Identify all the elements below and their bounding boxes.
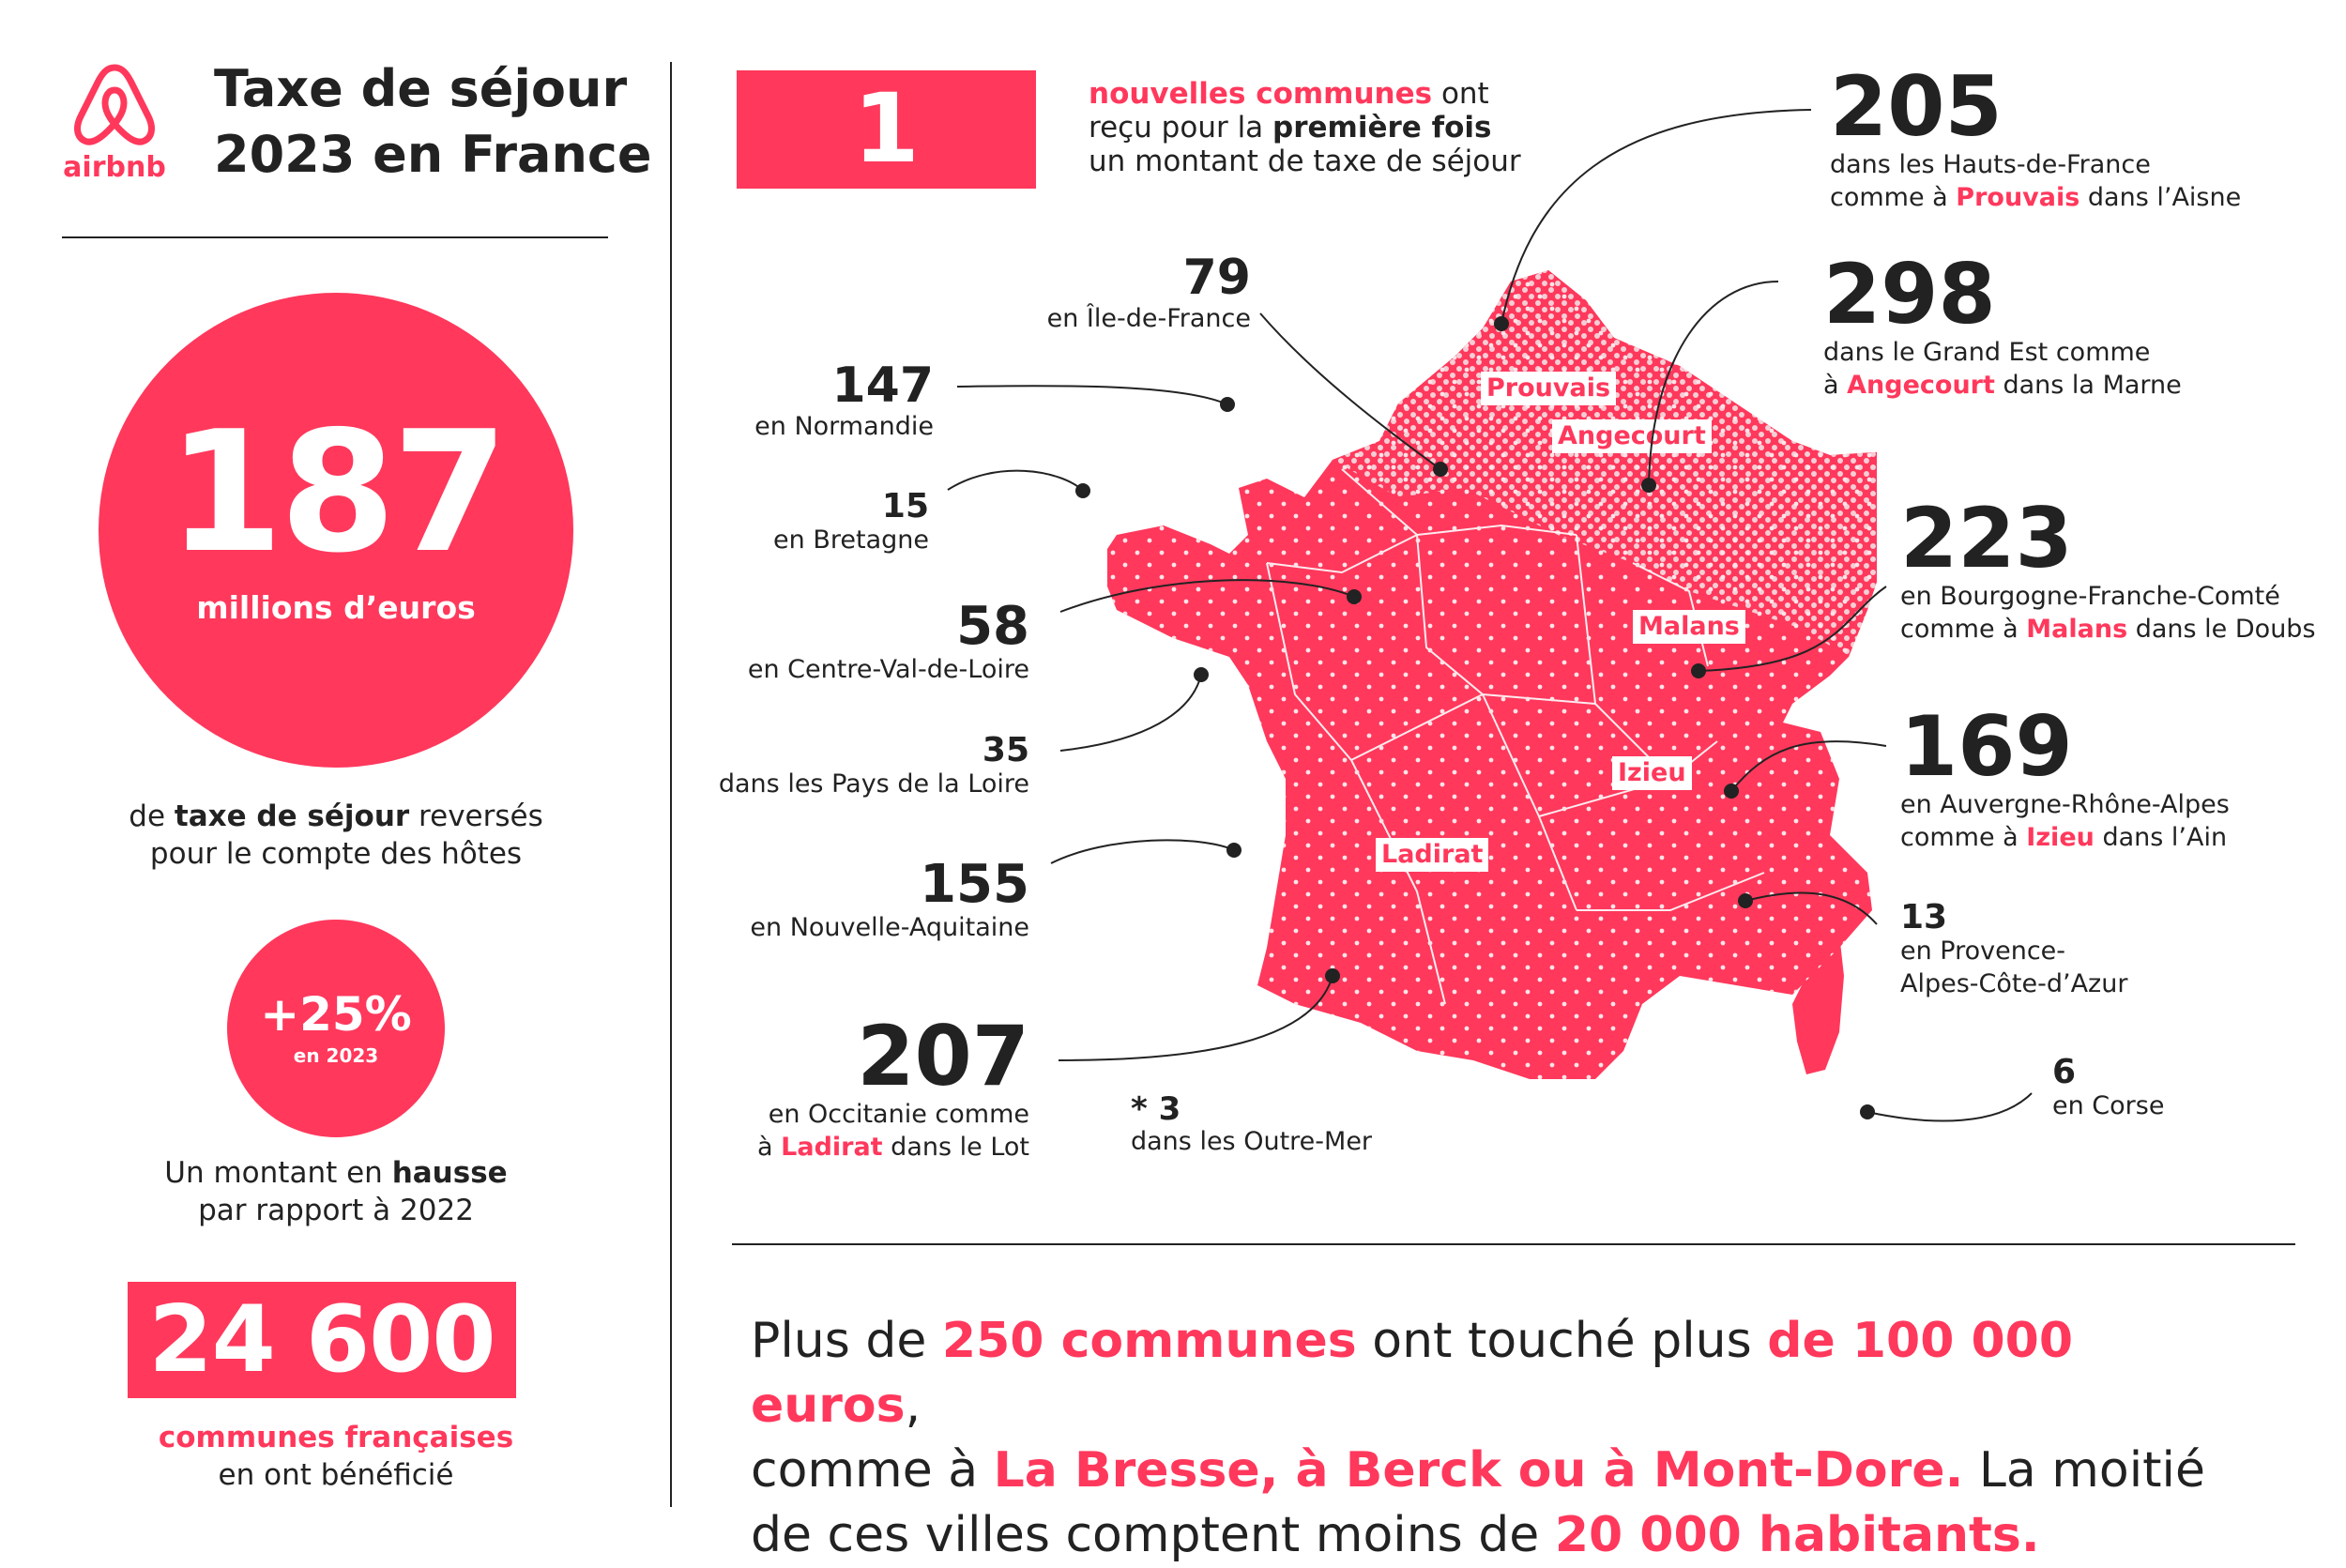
region-auvergne-rhone-alpes (1900, 698, 2230, 854)
region-value: 15 (881, 487, 929, 525)
summary-p2: ont touché plus (1356, 1313, 1768, 1369)
tax-desc-post: reversés (409, 799, 543, 833)
logo-wordmark: airbnb (63, 151, 166, 184)
summary-p4-highlight: La Bresse, à Berck ou à Mont-Dore. (993, 1442, 1964, 1499)
region-nouvelle-aquitaine (657, 854, 1029, 944)
region-bretagne (657, 487, 929, 556)
summary-p2-highlight: de 100 000 euros (751, 1313, 2074, 1434)
summary-p1-highlight: 250 communes (941, 1313, 1357, 1369)
region-label-pre: comme à (1900, 615, 2027, 644)
region-provence-alpes-cote-azur (1900, 898, 2128, 1000)
region-label: en Occitanie comme (768, 1100, 1029, 1129)
region-occitanie (657, 1008, 1029, 1164)
region-label-post: dans l’Ain (2094, 823, 2228, 852)
region-label-line2: Alpes-Côte-d’Azur (1900, 969, 2128, 998)
region-centre-val-de-loire (657, 596, 1029, 686)
communes-count-box: 24 600 (128, 1282, 516, 1398)
region-label-post: dans le Lot (882, 1133, 1029, 1162)
region-label: en Corse (2052, 1091, 2165, 1120)
region-value: 58 (956, 596, 1029, 657)
total-amount-circle (99, 293, 573, 768)
region-value: 298 (1823, 246, 1996, 343)
intro-line1-rest: ont (1432, 77, 1489, 111)
increase-percent: +25% (260, 987, 412, 1042)
communes-label2: en ont bénéficié (218, 1458, 454, 1492)
tax-description (56, 798, 616, 873)
increase-desc-line2: par rapport à 2022 (198, 1194, 474, 1227)
communes-description (56, 1419, 616, 1494)
increase-desc-pre: Un montant en (164, 1156, 392, 1190)
region-value: 205 (1830, 58, 2003, 155)
tax-desc-bold: taxe de séjour (174, 799, 410, 833)
region-corse (2052, 1053, 2165, 1122)
region-hauts-de-france (1830, 58, 2242, 214)
town-name: Izieu (2026, 823, 2095, 852)
title-line-2: 2023 en France (214, 125, 652, 184)
summary-text (751, 1309, 2215, 1568)
map-tag-prouvais: Prouvais (1481, 372, 1616, 405)
region-value: * 3 (1131, 1090, 1181, 1128)
region-label: en Centre-Val-de-Loire (747, 655, 1029, 684)
total-amount-unit: millions d’euros (196, 589, 476, 626)
increase-circle (227, 920, 445, 1137)
new-communes-description (1089, 77, 1521, 178)
region-label-post: dans l’Aisne (2079, 183, 2242, 212)
region-label: dans les Outre-Mer (1131, 1127, 1373, 1156)
intro-line2-bold: première fois (1272, 111, 1492, 145)
new-communes-box: 1 600 (737, 70, 1036, 189)
region-value: 147 (831, 358, 934, 414)
region-label: en Nouvelle-Aquitaine (750, 913, 1029, 942)
increase-desc-bold: hausse (391, 1156, 508, 1190)
region-label-pre: à (1823, 371, 1848, 400)
region-value: 155 (920, 854, 1029, 915)
tax-desc-pre: de (129, 799, 175, 833)
town-name: Malans (2026, 615, 2128, 644)
summary-p6-highlight: 20 000 habitants. (1554, 1507, 2040, 1563)
increase-year: en 2023 (293, 1044, 379, 1067)
town-name: Ladirat (781, 1133, 883, 1162)
region-label: dans les Pays de la Loire (718, 769, 1029, 799)
summary-p5: La moitié (1963, 1442, 2205, 1499)
summary-p4: comme à (751, 1442, 994, 1499)
region-label: en Provence- (1900, 936, 2066, 966)
tax-desc-line2: pour le compte des hôtes (149, 837, 523, 871)
region-label: en Normandie (754, 412, 934, 441)
region-value: 6 (2052, 1053, 2077, 1091)
region-label: en Auvergne-Rhône-Alpes (1900, 790, 2230, 819)
region-label-post: dans le Doubs (2127, 615, 2316, 644)
region-outre-mer (1131, 1090, 1373, 1158)
intro-line1-pink: nouvelles communes (1089, 77, 1433, 111)
region-label: dans le Grand Est comme (1823, 338, 2151, 367)
region-ile-de-france (985, 250, 1251, 335)
map-tag-izieu: Izieu (1612, 756, 1692, 790)
region-label: en Bretagne (773, 525, 929, 555)
region-value: 169 (1900, 698, 2073, 795)
increase-description (56, 1154, 616, 1229)
map-tag-angecourt: Angecourt (1552, 419, 1712, 453)
intro-line2-pre: reçu pour la (1089, 111, 1273, 145)
region-value: 79 (1182, 250, 1251, 306)
summary-p3: , (905, 1378, 922, 1434)
region-label: dans les Hauts-de-France (1830, 150, 2151, 179)
region-label-pre: comme à (1830, 183, 1957, 212)
region-pays-de-la-loire (657, 731, 1029, 800)
region-value: 35 (982, 731, 1029, 769)
region-label-pre: comme à (1900, 823, 2027, 852)
summary-p6: de ces villes comptent moins de (751, 1507, 1555, 1563)
region-normandie (657, 358, 934, 443)
title-line-1: Taxe de séjour (214, 59, 628, 118)
bottom-divider (732, 1243, 2295, 1245)
town-name: Angecourt (1847, 371, 1995, 400)
map-tag-malans: Malans (1633, 610, 1745, 644)
region-bourgogne-franche-comte (1900, 490, 2316, 646)
total-amount-value: 187 (167, 395, 505, 589)
intro-line3: un montant de taxe de séjour (1089, 145, 1521, 178)
town-name: Prouvais (1956, 183, 2080, 212)
map-tag-ladirat: Ladirat (1376, 838, 1488, 872)
region-label-pre: à (757, 1133, 782, 1162)
region-label: en Bourgogne-Franche-Comté (1900, 582, 2280, 611)
region-grand-est (1823, 246, 2182, 402)
region-label: en Île-de-France (1046, 304, 1251, 333)
page-title (214, 56, 652, 188)
divider (62, 236, 608, 238)
airbnb-logo (58, 62, 171, 184)
region-value: 207 (857, 1008, 1029, 1104)
communes-label: communes françaises (158, 1421, 514, 1454)
region-value: 13 (1900, 898, 1948, 936)
summary-p1: Plus de (751, 1313, 942, 1369)
region-label-post: dans la Marne (1994, 371, 2182, 400)
region-value: 223 (1900, 490, 2073, 586)
